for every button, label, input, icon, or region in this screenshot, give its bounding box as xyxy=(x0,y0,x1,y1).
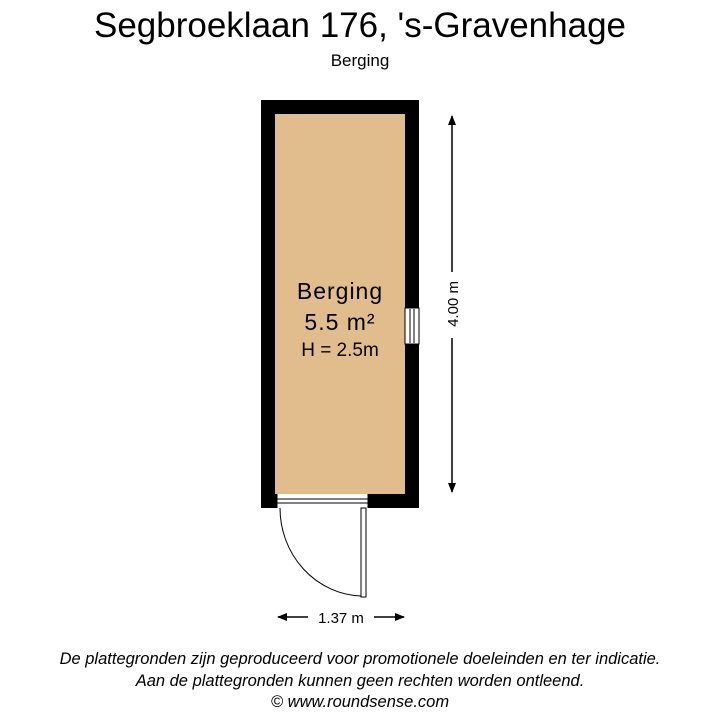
window xyxy=(405,308,419,344)
room-height: H = 2.5m xyxy=(301,340,379,361)
room-area: 5.5 m² xyxy=(304,309,376,335)
width-dimension-label: 1.37 m xyxy=(318,610,364,627)
length-dimension-label: 4.00 m xyxy=(445,281,462,327)
room-floor xyxy=(275,114,405,494)
door xyxy=(277,494,368,597)
copyright-link[interactable]: © www.roundsense.com xyxy=(270,693,450,711)
room-name: Berging xyxy=(296,278,384,304)
page-title: Segbroeklaan 176, 's-Gravenhage xyxy=(93,6,627,45)
disclaimer-line-2: Aan de plattegronden kunnen geen rechten worden ontleend. xyxy=(135,672,585,690)
floor-name: Berging xyxy=(330,51,390,70)
disclaimer-line-1: De plattegronden zijn geproduceerd voor promotionele doeleinden en ter indicatie. xyxy=(59,650,661,668)
door-leaf xyxy=(361,508,366,597)
door-swing-arc xyxy=(280,508,361,596)
